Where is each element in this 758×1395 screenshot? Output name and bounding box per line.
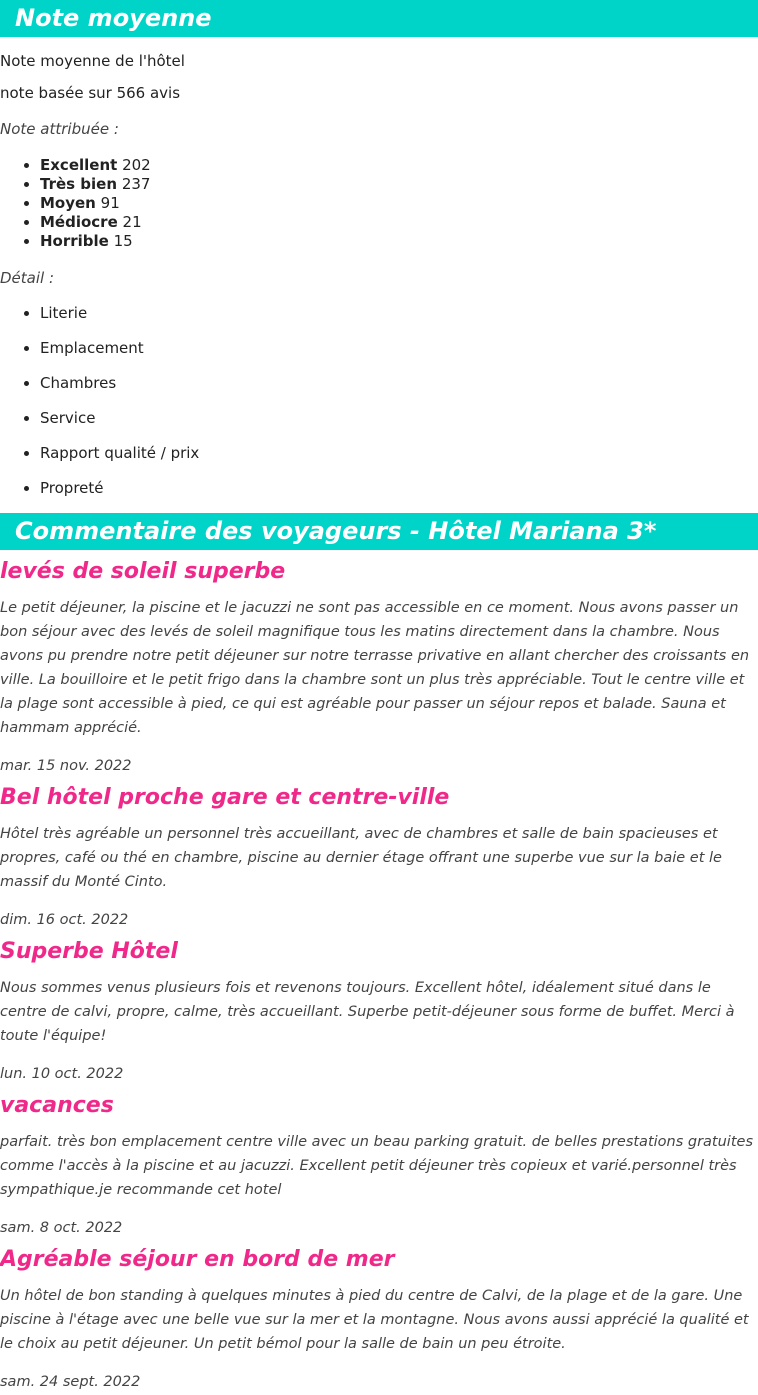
- review-date: dim. 16 oct. 2022: [0, 912, 129, 928]
- comments-heading: Commentaire des voyageurs - Hôtel Mariana 3*: [0, 513, 758, 550]
- review-text: parfait. très bon emplacement centre ville avec un beau parking gratuit. de belles prestations gratuites comme l'accès à la piscine et au jacuzzi. Excellent petit déjeuner très copieux et varié.personnel très sympathique.je recommande cet hotel: [0, 1134, 753, 1198]
- detail-item: • Emplacement: [40, 339, 758, 358]
- summary-heading: Note moyenne: [0, 0, 758, 37]
- rating-item: [40, 232, 758, 251]
- review: [0, 1092, 758, 1238]
- review-text: Hôtel très agréable un personnel très accueillant, avec de chambres et salle de bain spacieuses et propres, café ou thé en chambre, piscine au dernier étage offrant une superbe vue sur la baie et le massif du Monté Cinto.: [0, 826, 722, 890]
- rating-count: 237: [121, 175, 151, 193]
- review-title: levés de soleil superbe: [0, 559, 286, 584]
- rating-item: [40, 194, 758, 213]
- review-title: Superbe Hôtel: [0, 939, 178, 964]
- average-rating-label: Note moyenne de l'hôtel: [0, 52, 185, 70]
- rating-count: 202: [122, 156, 151, 174]
- rating-name: Horrible: [40, 232, 109, 250]
- rating-count: 15: [113, 232, 133, 250]
- detail-list: [0, 304, 758, 498]
- review-date: lun. 10 oct. 2022: [0, 1066, 124, 1082]
- review-date: sam. 24 sept. 2022: [0, 1374, 141, 1390]
- rating-name: Médiocre: [40, 213, 118, 231]
- review-text: Nous sommes venus plusieurs fois et revenons toujours. Excellent hôtel, idéalement situé dans le centre de calvi, propre, calme, très accueillant. Superbe petit-déjeuner sous forme de buffet. Merci à toute l'équipe!: [0, 980, 735, 1044]
- comments-section: [0, 513, 758, 1392]
- review-title: Bel hôtel proche gare et centre-ville: [0, 785, 450, 810]
- rating-item: [40, 213, 758, 232]
- rating-name: Moyen: [40, 194, 96, 212]
- rating-count: 21: [122, 213, 142, 231]
- rating-name: Excellent: [40, 156, 118, 174]
- detail-item: • Propreté: [40, 479, 758, 498]
- rating-name: Très bien: [40, 175, 118, 193]
- review-text: Un hôtel de bon standing à quelques minutes à pied du centre de Calvi, de la plage et de la gare. Une piscine à l'étage avec une belle vue sur la mer et la montagne. Nous avons aussi apprécié la qualité et le choix au petit déjeuner. Un petit bémol pour la salle de bain un peu étroite.: [0, 1288, 749, 1352]
- rating-item: [40, 175, 758, 194]
- detail-label: Détail :: [0, 269, 55, 287]
- detail-item: • Chambres: [40, 374, 758, 393]
- review: [0, 558, 758, 776]
- review-title: Agréable séjour en bord de mer: [0, 1247, 395, 1272]
- rating-basis: note basée sur 566 avis: [0, 84, 181, 102]
- detail-item: • Rapport qualité / prix: [40, 444, 758, 463]
- review: [0, 1246, 758, 1392]
- summary-section: [0, 0, 758, 498]
- rating-item: [40, 156, 758, 175]
- review: [0, 784, 758, 930]
- detail-item: • Service: [40, 409, 758, 428]
- rating-count: 91: [100, 194, 120, 212]
- ratings-label: Note attribuée :: [0, 120, 119, 138]
- ratings-list: [0, 156, 758, 251]
- review: [0, 938, 758, 1084]
- review-date: mar. 15 nov. 2022: [0, 758, 132, 774]
- review-title: vacances: [0, 1093, 114, 1118]
- review-date: sam. 8 oct. 2022: [0, 1220, 123, 1236]
- detail-item: • Literie: [40, 304, 758, 323]
- review-text: Le petit déjeuner, la piscine et le jacuzzi ne sont pas accessible en ce moment. Nous avons passer un bon séjour avec des levés de soleil magnifique tous les matins directement dans la chambre. Nous avons pu prendre notre petit déjeuner sur notre terrasse privative en allant chercher des croissants en ville. La bouilloire et le petit frigo dans la chambre sont un plus très appréciable. Tout le centre ville et la plage sont accessible à pied, ce qui est agréable pour passer un séjour repos et balade. Sauna et hammam apprécié.: [0, 600, 750, 736]
